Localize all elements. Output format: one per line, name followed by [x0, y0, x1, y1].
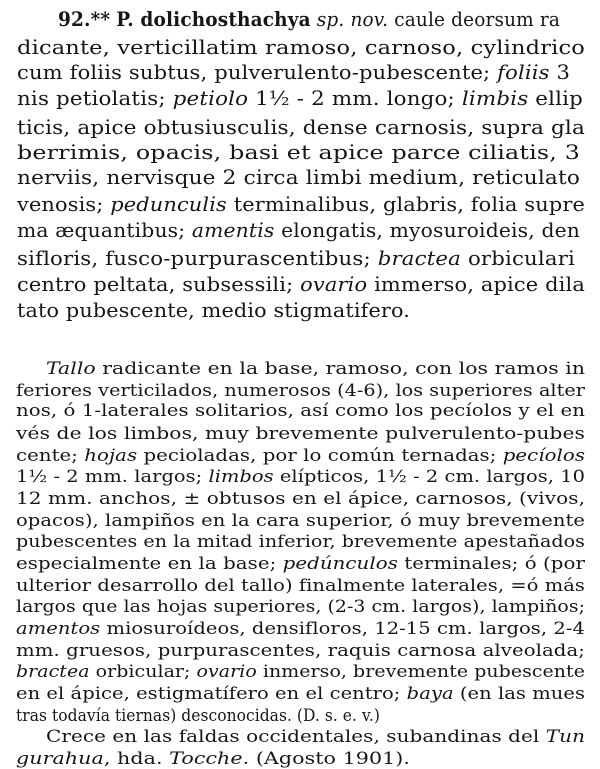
body-text: ulterior desarrollo del tallo) finalmente laterales, =ó más [16, 576, 585, 596]
emphasis-text: petiolo [172, 87, 249, 110]
body-text: largos que las hojas superiores, (2-3 cm. largos), lampiños; [16, 597, 585, 617]
spanish-line [0, 467, 600, 487]
emphasis-text: 92.** [58, 8, 111, 31]
body-text: feriores verticilados, numerosos (4-6), los superiores alter [16, 381, 585, 401]
emphasis-text: limbos [208, 467, 274, 487]
latin-line [0, 247, 600, 270]
spanish-line [0, 597, 600, 617]
emphasis-text: ovario [196, 662, 257, 682]
body-text: ma æquantibus; [17, 219, 192, 242]
spanish-line [0, 749, 600, 769]
emphasis-text: bractea [16, 662, 90, 682]
latin-line [0, 219, 600, 242]
emphasis-text: baya [406, 684, 454, 704]
body-text: pubescentes en la mitad inferior, brevemente apestañados [16, 532, 585, 552]
body-text: tras todavía tiernas) desconocidas. (D. s. e. v.) [16, 706, 380, 726]
emphasis-text: ovario [300, 273, 368, 296]
emphasis-text: pedunculis [110, 193, 227, 216]
body-text: tato pubescente, medio stigmatifero. [17, 299, 411, 322]
body-text: nerviis, nervisque 2 circa limbi medium, reticulato [17, 166, 580, 189]
spanish-line [0, 424, 600, 444]
body-text: elípticos, 1½ - 2 cm. largos, 10 [273, 467, 585, 487]
spanish-line [0, 381, 600, 401]
body-text: , hda. [103, 749, 170, 769]
body-text: elongatis, myosuroideis, den [274, 219, 580, 242]
emphasis-text: Tun [545, 727, 585, 747]
spanish-line [0, 641, 600, 661]
latin-line [0, 166, 600, 189]
latin-line [0, 299, 600, 322]
latin-line [0, 36, 600, 59]
body-text: (en las mues [453, 684, 585, 704]
body-text: mm. gruesos, purpurascentes, raquis carnosa alveolada; [16, 641, 585, 661]
spanish-line [0, 401, 600, 421]
body-text: Crece en las faldas occidentales, subandinas del [46, 727, 546, 747]
body-text: dicante, verticillatim ramoso, carnoso, cylindrico [17, 36, 585, 59]
body-text: berrimis, opacis, basi et apice parce ciliatis, 3 [17, 141, 580, 164]
latin-line [0, 193, 600, 216]
spanish-line [0, 511, 600, 531]
body-text: sifloris, fusco-purpurascentibus; [17, 247, 378, 270]
spanish-line [0, 446, 600, 466]
emphasis-text: hojas [84, 446, 138, 466]
body-text: centro peltata, subsessili; [17, 273, 301, 296]
spanish-line [0, 359, 600, 379]
body-text: vés de los limbos, muy brevemente pulverulento-pubes [16, 424, 585, 444]
body-text: especialmente en la base; [16, 554, 283, 574]
emphasis-text: Tallo [46, 359, 96, 379]
emphasis-text: amentis [191, 219, 275, 242]
latin-line [0, 116, 600, 139]
emphasis-text: sp. nov. [316, 8, 389, 31]
latin-line [0, 273, 600, 296]
body-text: orbiculari [461, 247, 575, 270]
spanish-line [0, 619, 600, 639]
spanish-line [0, 489, 600, 509]
emphasis-text: pecíolos [502, 446, 585, 466]
emphasis-text: foliis [497, 61, 550, 84]
body-text: 3 [549, 61, 570, 84]
emphasis-text: P. dolichosthachya [116, 8, 311, 31]
body-text: radicante en la base, ramoso, con los ramos in [95, 359, 585, 379]
body-text: nos, ó 1-laterales solitarios, así como los pecíolos y el en [16, 401, 585, 421]
emphasis-text: Tocche. [169, 749, 250, 769]
emphasis-text: bractea [377, 247, 462, 270]
body-text: terminales; ó (por [397, 554, 585, 574]
spanish-line [0, 684, 600, 704]
body-text: 1½ - 2 mm. largos; [16, 467, 209, 487]
body-text: inmerso, brevemente pubescente [256, 662, 585, 682]
body-text: terminalibus, glabris, folia supre [226, 193, 586, 216]
spanish-line [0, 532, 600, 552]
body-text: cum foliis subtus, pulverulento-pubescente; [17, 61, 498, 84]
body-text: miosuroídeos, densifloros, 12-15 cm. largos, 2-4 [100, 619, 585, 639]
body-text: 1½ - 2 mm. longo; [248, 87, 462, 110]
body-text: venosis; [17, 193, 111, 216]
body-text: 12 mm. anchos, ± obtusos en el ápice, carnosos, (vivos, [16, 489, 585, 509]
body-text: cente; [16, 446, 85, 466]
spanish-line [0, 662, 600, 682]
body-text: orbicular; [89, 662, 197, 682]
body-text: ticis, apice obtusiusculis, dense carnosis, supra gla [17, 116, 585, 139]
body-text: ellip [528, 87, 583, 110]
body-text: opacos), lampiños en la cara superior, ó muy brevemente [16, 511, 585, 531]
latin-line [0, 87, 600, 110]
body-text: en el ápice, estigmatífero en el centro; [16, 684, 407, 704]
spanish-line [0, 554, 600, 574]
body-text: nis petiolatis; [17, 87, 173, 110]
spanish-line [0, 706, 600, 726]
spanish-line [0, 727, 600, 747]
emphasis-text: gurahua [16, 749, 104, 769]
latin-line [0, 8, 600, 31]
body-text: pecioladas, por lo común ternadas; [137, 446, 503, 466]
emphasis-text: pedúnculos [282, 554, 398, 574]
emphasis-text: amentos [16, 619, 101, 639]
emphasis-text: limbis [461, 87, 529, 110]
latin-line [0, 141, 600, 164]
body-text: caule deorsum ra [388, 8, 560, 31]
latin-line [0, 61, 600, 84]
spanish-line [0, 576, 600, 596]
body-text: (Agosto 1901). [249, 749, 410, 769]
body-text: immerso, apice dila [367, 273, 585, 296]
